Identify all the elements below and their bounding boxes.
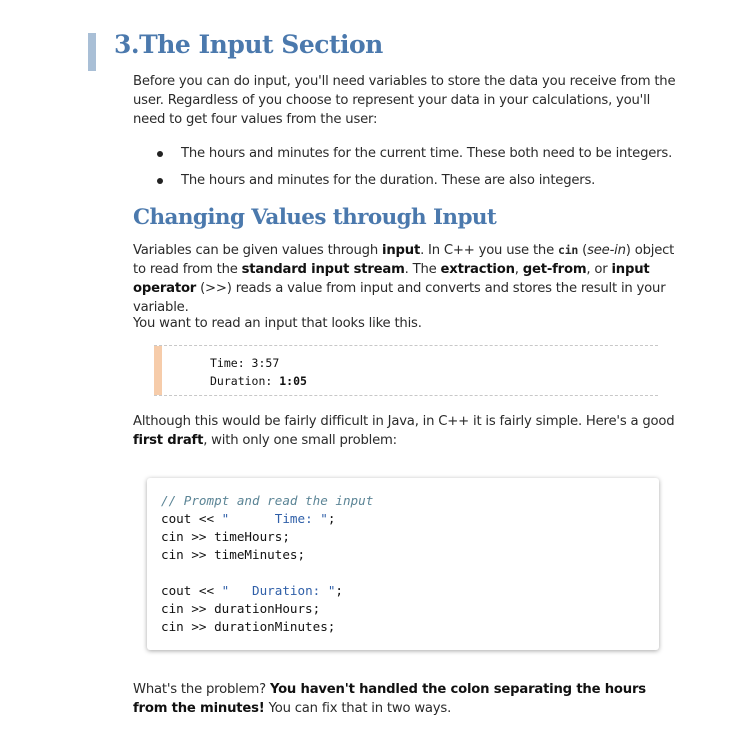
list-item-text: The hours and minutes for the duration. These are also integers. [181, 173, 596, 188]
section-accent-bar [88, 33, 96, 71]
first-draft-paragraph: Although this would be fairly difficult in Java, in C++ it is fairly simple. Here's a good first draft, with only one small problem: [133, 414, 675, 448]
list-item [133, 144, 681, 163]
sample-input-box [154, 345, 658, 396]
term-standard-input-stream: standard input stream [241, 262, 405, 277]
problem-statement: You haven't handled the colon separating the hours from the minutes! [133, 682, 646, 716]
term-get-from: get-from [522, 262, 587, 277]
code-text: // Prompt and read the input cout << " Time: "; cin >> timeHours; cin >> timeMinutes; cout << " Duration: "; cin >> durationHours; cin >> durationMinutes; [161, 493, 374, 634]
code-comment: // Prompt and read the input [161, 493, 374, 508]
section-title: 3.The Input Section [114, 30, 383, 59]
bullet-icon [157, 151, 163, 157]
subsection-title: Changing Values through Input [133, 205, 497, 230]
term-extraction: extraction [440, 262, 515, 277]
list-item-text: The hours and minutes for the current time. These both need to be integers. [181, 146, 673, 161]
bullet-icon [157, 178, 163, 184]
sample-accent-stripe [154, 346, 162, 395]
sample-input-text: Time: 3:57 Duration: 1:05 [210, 356, 307, 388]
intro-paragraph: Before you can do input, you'll need variables to store the data you receive from the user. Regardless of you choose to represent your data in your calculations, you'll need to get four values from the user: [133, 74, 676, 127]
pronunciation: see-in [587, 243, 626, 258]
term-input: input [382, 243, 421, 258]
cin-paragraph: Variables can be given values through input. In C++ you use the cin (see-in) object to read from the standard input stream. The extraction, get-from, or input operator (>>) reads a value from input and converts and stores the result in your variable. [133, 243, 675, 315]
term-first-draft: first draft [133, 433, 204, 448]
requirements-list [133, 144, 681, 198]
list-item [133, 171, 681, 190]
problem-paragraph: What's the problem? You haven't handled the colon separating the hours from the minutes! You can fix that in two ways. [133, 682, 646, 716]
term-input-operator: input operator [133, 262, 650, 296]
inline-code-cin: cin [557, 243, 579, 257]
sample-intro-paragraph: You want to read an input that looks like this. [133, 316, 422, 331]
code-listing [147, 478, 659, 650]
